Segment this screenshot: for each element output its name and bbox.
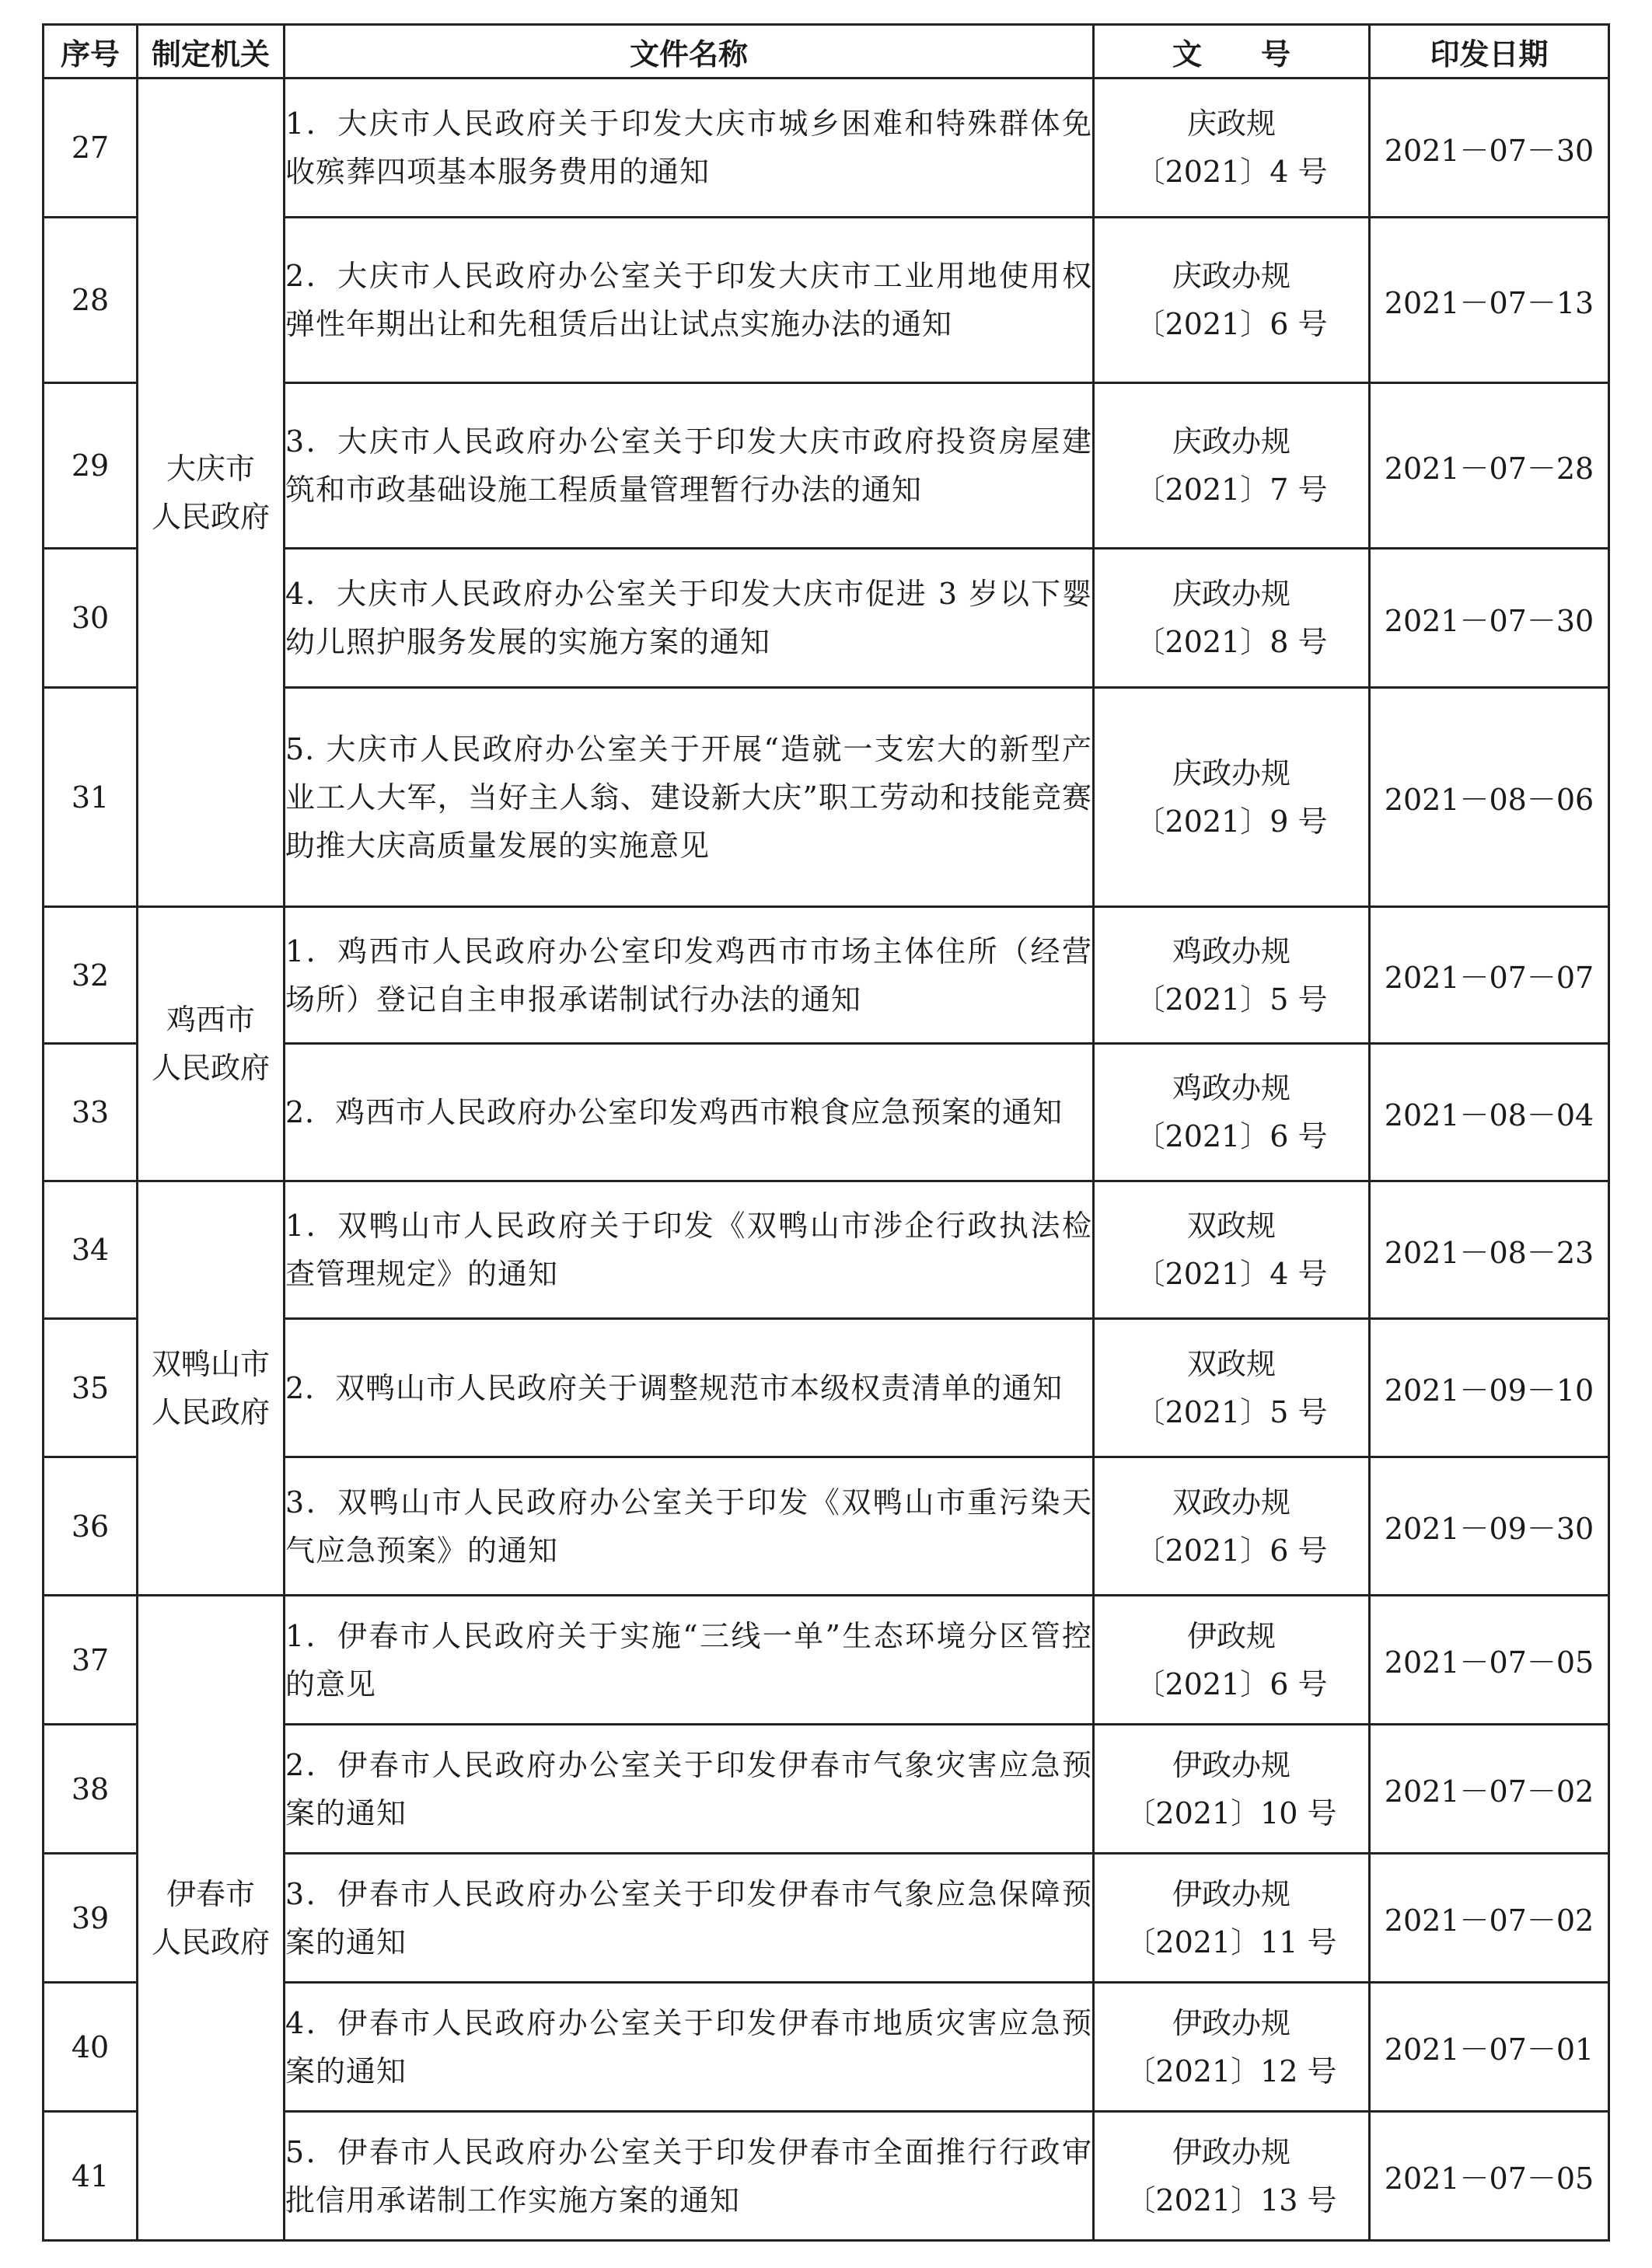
doc-number	[1094, 1596, 1370, 1725]
doc-number	[1094, 549, 1370, 688]
doc-number-code: 庆政办规	[1172, 755, 1291, 790]
doc-number-serial: 〔2021〕6 号	[1135, 307, 1328, 341]
issue-date: 2021－07－05	[1370, 2112, 1609, 2241]
org-name: 伊春市	[166, 1876, 255, 1911]
doc-title: 2．大庆市人民政府办公室关于印发大庆市工业用地使用权弹性年期出让和先租赁后出让试点实施办法的通知	[285, 218, 1094, 383]
issue-date: 2021－07－30	[1370, 549, 1609, 688]
doc-title: 3．双鸭山市人民政府办公室关于印发《双鸭山市重污染天气应急预案》的通知	[285, 1457, 1094, 1596]
doc-number	[1094, 1319, 1370, 1457]
row-seq: 31	[44, 688, 138, 907]
doc-number-code: 双政规	[1186, 1209, 1276, 1243]
doc-number	[1094, 1983, 1370, 2112]
row-seq: 41	[44, 2112, 138, 2241]
doc-title: 1．鸡西市人民政府办公室印发鸡西市市场主体住所（经营场所）登记自主申报承诺制试行办法的通知	[285, 907, 1094, 1044]
doc-number-serial: 〔2021〕8 号	[1135, 625, 1328, 659]
issue-date: 2021－07－01	[1370, 1983, 1609, 2112]
org-suffix: 人民政府	[151, 499, 270, 534]
doc-title: 5．伊春市人民政府办公室关于印发伊春市全面推行行政审批信用承诺制工作实施方案的通知	[285, 2112, 1094, 2241]
issue-date: 2021－09－30	[1370, 1457, 1609, 1596]
doc-number-serial: 〔2021〕6 号	[1135, 1533, 1328, 1568]
row-seq: 33	[44, 1044, 138, 1181]
header-date: 印发日期	[1370, 25, 1609, 79]
header-doc-no: 文 号	[1094, 25, 1370, 79]
doc-number	[1094, 383, 1370, 549]
table-row	[44, 79, 1609, 218]
issue-date: 2021－07－30	[1370, 79, 1609, 218]
header-row	[44, 25, 1609, 79]
doc-number-serial: 〔2021〕5 号	[1135, 982, 1328, 1017]
doc-number-code: 双政办规	[1172, 1485, 1291, 1520]
doc-number-code: 鸡政办规	[1172, 1071, 1291, 1105]
regulation-table	[42, 23, 1610, 2242]
doc-title: 4．伊春市人民政府办公室关于印发伊春市地质灾害应急预案的通知	[285, 1983, 1094, 2112]
org-cell	[138, 1181, 285, 1596]
doc-number	[1094, 1181, 1370, 1319]
doc-title: 2．鸡西市人民政府办公室印发鸡西市粮食应急预案的通知	[285, 1044, 1094, 1181]
doc-title: 5. 大庆市人民政府办公室关于开展“造就一支宏大的新型产业工人大军，当好主人翁、建设新大庆”职工劳动和技能竞赛助推大庆高质量发展的实施意见	[285, 688, 1094, 907]
doc-title: 3．大庆市人民政府办公室关于印发大庆市政府投资房屋建筑和市政基础设施工程质量管理暂行办法的通知	[285, 383, 1094, 549]
doc-number-serial: 〔2021〕12 号	[1126, 2053, 1337, 2088]
doc-number-serial: 〔2021〕13 号	[1126, 2183, 1337, 2217]
issue-date: 2021－07－13	[1370, 218, 1609, 383]
doc-title: 1．大庆市人民政府关于印发大庆市城乡困难和特殊群体免收殡葬四项基本服务费用的通知	[285, 79, 1094, 218]
doc-number-serial: 〔2021〕4 号	[1135, 1257, 1328, 1291]
header-title: 文件名称	[285, 25, 1094, 79]
doc-number	[1094, 218, 1370, 383]
doc-number-serial: 〔2021〕7 号	[1135, 473, 1328, 507]
doc-number-serial: 〔2021〕9 号	[1135, 804, 1328, 839]
doc-number	[1094, 1854, 1370, 1983]
doc-number	[1094, 79, 1370, 218]
issue-date: 2021－08－04	[1370, 1044, 1609, 1181]
doc-number	[1094, 907, 1370, 1044]
doc-number-code: 伊政规	[1186, 1618, 1276, 1653]
doc-number-code: 庆政办规	[1172, 259, 1291, 293]
org-name: 鸡西市	[166, 1003, 255, 1037]
row-seq: 34	[44, 1181, 138, 1319]
row-seq: 38	[44, 1725, 138, 1854]
table-row	[44, 1181, 1609, 1319]
issue-date: 2021－09－10	[1370, 1319, 1609, 1457]
doc-number-serial: 〔2021〕6 号	[1135, 1119, 1328, 1153]
org-cell	[138, 907, 285, 1181]
doc-number-serial: 〔2021〕5 号	[1135, 1394, 1328, 1429]
doc-number-code: 鸡政办规	[1172, 933, 1291, 968]
doc-title: 4．大庆市人民政府办公室关于印发大庆市促进 3 岁以下婴幼儿照护服务发展的实施方案的通知	[285, 549, 1094, 688]
org-suffix: 人民政府	[151, 1395, 270, 1429]
doc-number-code: 庆政规	[1186, 106, 1276, 141]
org-cell	[138, 79, 285, 907]
table-row	[44, 1596, 1609, 1725]
issue-date: 2021－08－06	[1370, 688, 1609, 907]
issue-date: 2021－07－05	[1370, 1596, 1609, 1725]
org-suffix: 人民政府	[151, 1924, 270, 1959]
row-seq: 36	[44, 1457, 138, 1596]
doc-title: 3．伊春市人民政府办公室关于印发伊春市气象应急保障预案的通知	[285, 1854, 1094, 1983]
row-seq: 32	[44, 907, 138, 1044]
issue-date: 2021－07－02	[1370, 1854, 1609, 1983]
org-suffix: 人民政府	[151, 1051, 270, 1085]
doc-title: 2．双鸭山市人民政府关于调整规范市本级权责清单的通知	[285, 1319, 1094, 1457]
doc-number-code: 伊政办规	[1172, 1876, 1291, 1911]
doc-number	[1094, 1457, 1370, 1596]
row-seq: 40	[44, 1983, 138, 2112]
header-org: 制定机关	[138, 25, 285, 79]
doc-number-code: 伊政办规	[1172, 2134, 1291, 2169]
doc-number-code: 伊政办规	[1172, 1747, 1291, 1782]
doc-number-serial: 〔2021〕6 号	[1135, 1666, 1328, 1701]
row-seq: 28	[44, 218, 138, 383]
doc-number-serial: 〔2021〕11 号	[1126, 1924, 1337, 1959]
issue-date: 2021－07－28	[1370, 383, 1609, 549]
doc-number-serial: 〔2021〕10 号	[1126, 1795, 1337, 1830]
doc-number	[1094, 2112, 1370, 2241]
org-name: 双鸭山市	[151, 1347, 270, 1381]
doc-number	[1094, 688, 1370, 907]
doc-number-code: 双政规	[1186, 1346, 1276, 1381]
issue-date: 2021－08－23	[1370, 1181, 1609, 1319]
header-seq: 序号	[44, 25, 138, 79]
doc-title: 1．伊春市人民政府关于实施“三线一单”生态环境分区管控的意见	[285, 1596, 1094, 1725]
row-seq: 30	[44, 549, 138, 688]
row-seq: 35	[44, 1319, 138, 1457]
row-seq: 39	[44, 1854, 138, 1983]
doc-title: 2．伊春市人民政府办公室关于印发伊春市气象灾害应急预案的通知	[285, 1725, 1094, 1854]
table-row	[44, 907, 1609, 1044]
doc-number-serial: 〔2021〕4 号	[1135, 155, 1328, 189]
row-seq: 37	[44, 1596, 138, 1725]
doc-number-code: 伊政办规	[1172, 2005, 1291, 2040]
doc-number	[1094, 1725, 1370, 1854]
row-seq: 29	[44, 383, 138, 549]
row-seq: 27	[44, 79, 138, 218]
org-cell	[138, 1596, 285, 2241]
doc-title: 1．双鸭山市人民政府关于印发《双鸭山市涉企行政执法检查管理规定》的通知	[285, 1181, 1094, 1319]
doc-number-code: 庆政办规	[1172, 577, 1291, 611]
org-name: 大庆市	[166, 451, 255, 486]
doc-number	[1094, 1044, 1370, 1181]
issue-date: 2021－07－02	[1370, 1725, 1609, 1854]
issue-date: 2021－07－07	[1370, 907, 1609, 1044]
doc-number-code: 庆政办规	[1172, 424, 1291, 459]
